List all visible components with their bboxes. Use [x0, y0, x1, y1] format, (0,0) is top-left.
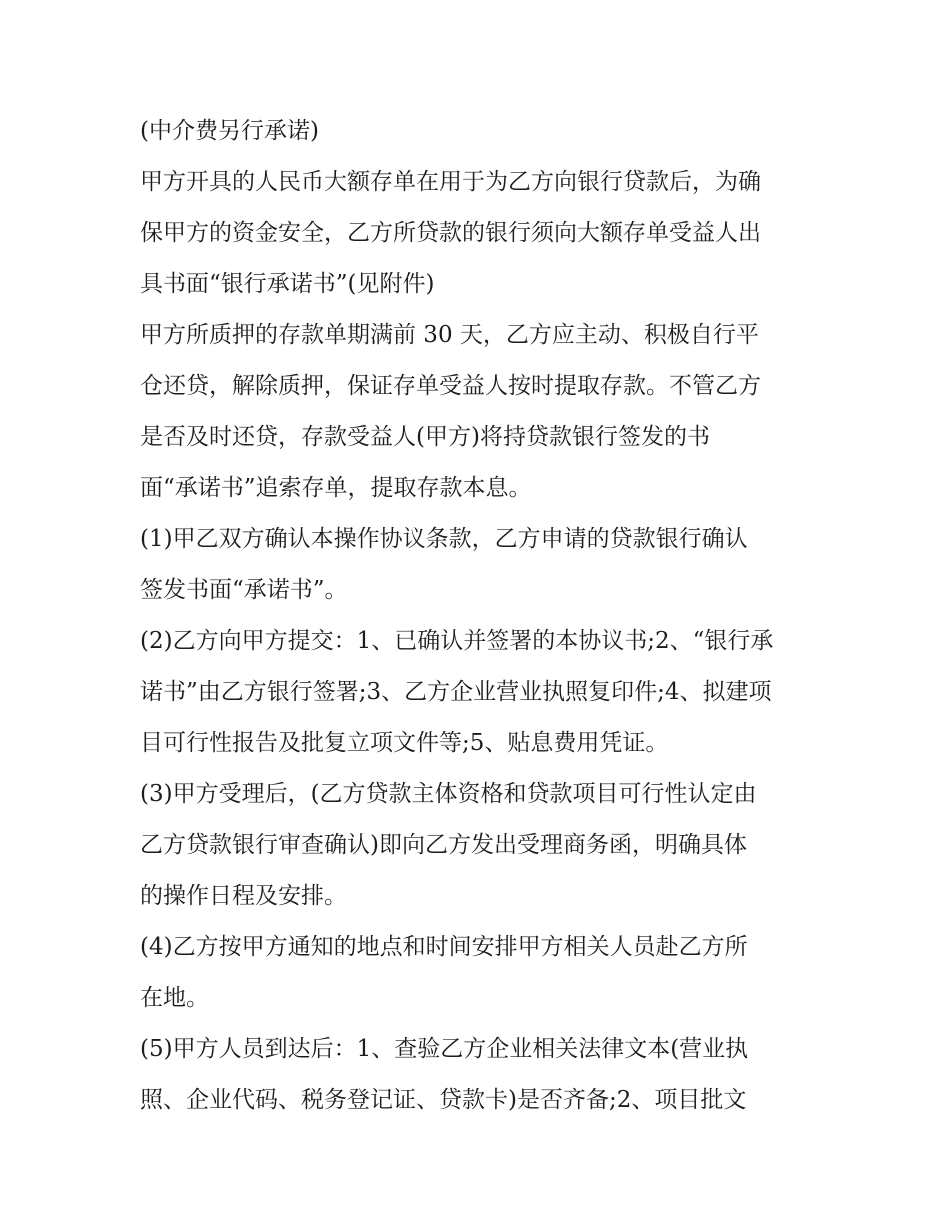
text-line: (2)乙方向甲方提交：1、已确认并签署的本协议书;2、“银行承	[140, 628, 774, 654]
text-line: (4)乙方按甲方通知的地点和时间安排甲方相关人员赴乙方所	[140, 934, 748, 960]
text-line: (5)甲方人员到达后：1、查验乙方企业相关法律文本(营业执	[140, 1036, 749, 1062]
text-line: 具书面“银行承诺书”(见附件)	[140, 271, 435, 297]
text-line: (3)甲方受理后，(乙方贷款主体资格和贷款项目可行性认定由	[140, 781, 757, 807]
text-line: 目可行性报告及批复立项文件等;5、贴息费用凭证。	[140, 730, 669, 756]
text-line: 保甲方的资金安全，乙方所贷款的银行须向大额存单受益人出	[140, 220, 761, 246]
text-line: 诺书”由乙方银行签署;3、乙方企业营业执照复印件;4、拟建项	[140, 679, 772, 705]
text-line: 是否及时还贷，存款受益人(甲方)将持贷款银行签发的书	[140, 424, 710, 450]
text-line: 甲方开具的人民币大额存单在用于为乙方向银行贷款后，为确	[140, 169, 761, 195]
text-line: 签发书面“承诺书”。	[140, 577, 348, 603]
text-line: 照、企业代码、税务登记证、贷款卡)是否齐备;2、项目批文	[140, 1087, 747, 1113]
text-line: 甲方所质押的存款单期满前 30 天，乙方应主动、积极自行平	[140, 322, 759, 348]
text-line: 的操作日程及安排。	[140, 883, 347, 909]
text-line: (1)甲乙双方确认本操作协议条款，乙方申请的贷款银行确认	[140, 526, 748, 552]
text-line: (中介费另行承诺)	[140, 118, 319, 144]
text-line: 仓还贷，解除质押，保证存单受益人按时提取存款。不管乙方	[140, 373, 761, 399]
text-line: 在地。	[140, 985, 209, 1011]
text-line: 乙方贷款银行审查确认)即向乙方发出受理商务函，明确具体	[140, 832, 747, 858]
text-line: 面“承诺书”追索存单，提取存款本息。	[140, 475, 532, 501]
document-body	[140, 106, 830, 1126]
